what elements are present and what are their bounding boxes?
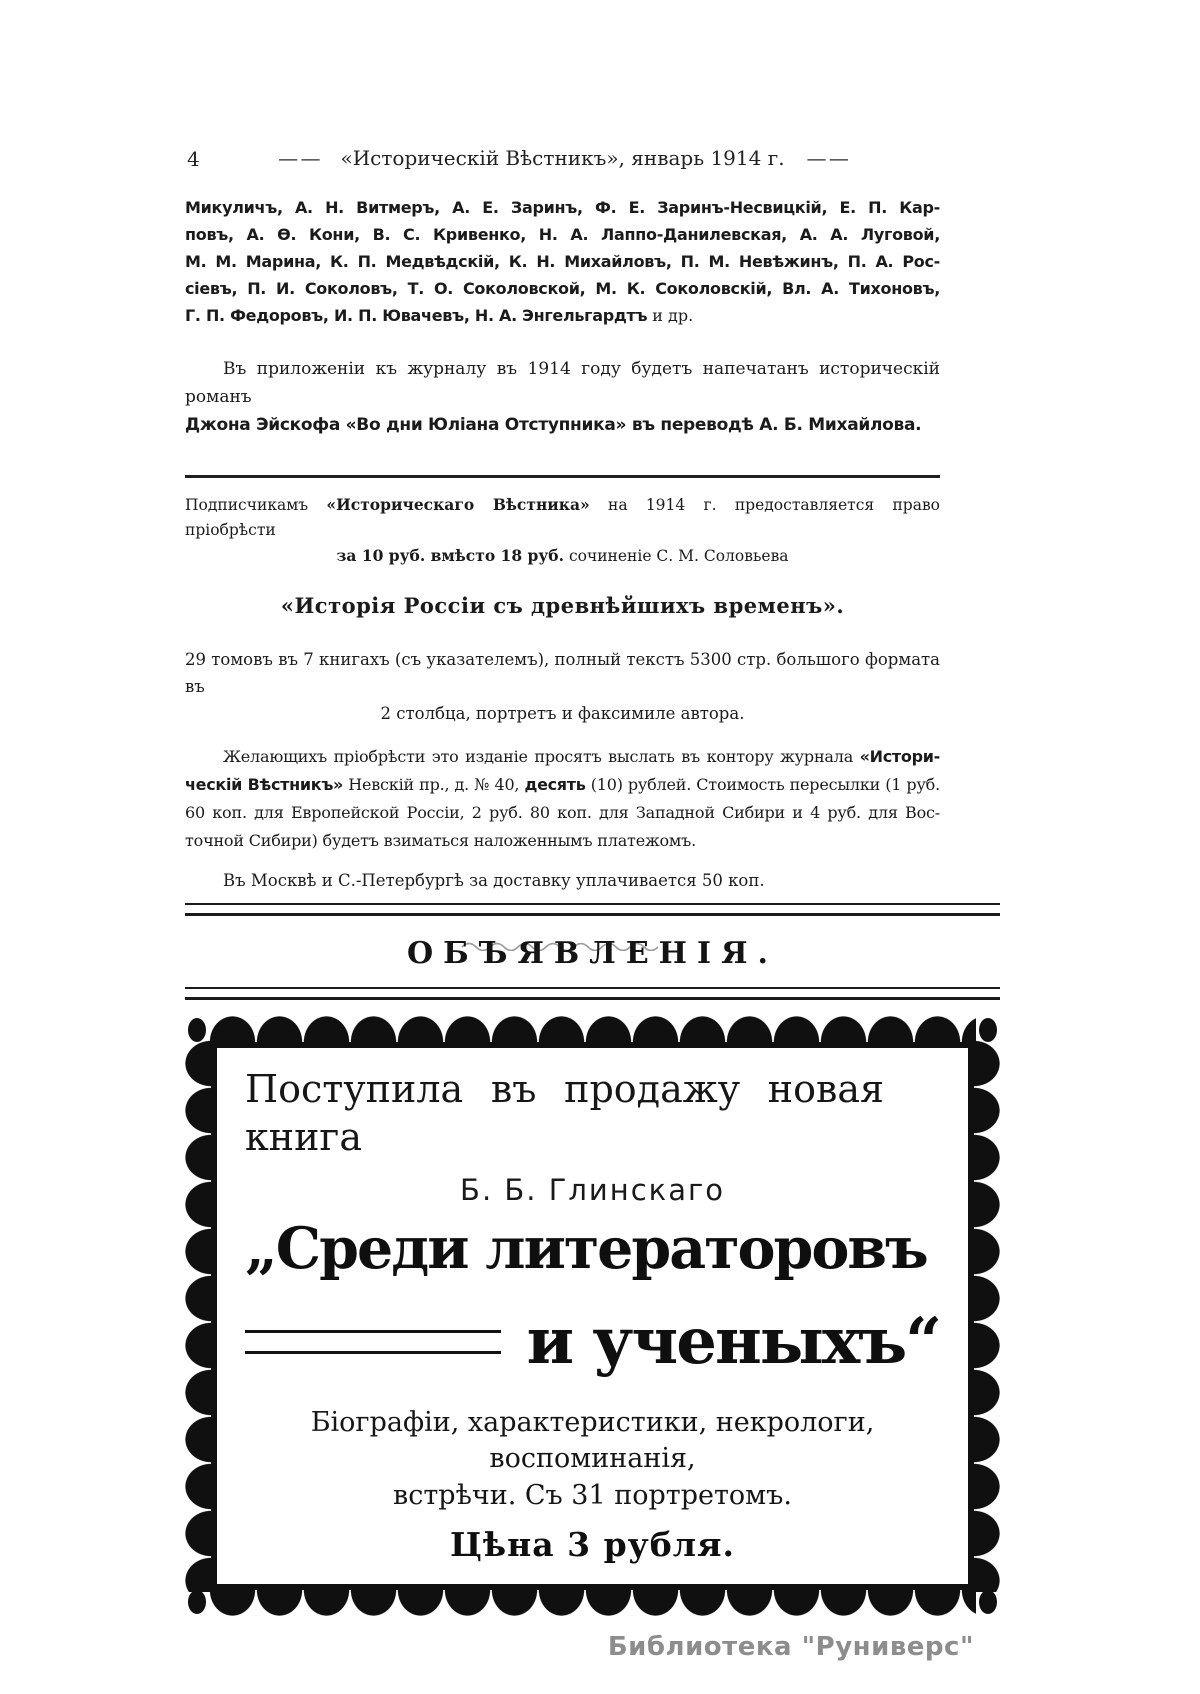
ad-frame <box>211 1042 974 1590</box>
page-header <box>185 146 940 176</box>
bold-text-segment: Микуличъ, А. Н. Витмеръ, А. Е. Заринъ, Ф. Е. Заринъ-Несвицкій, Е. П. Кар- <box>185 198 940 217</box>
ad-author-line: Б. Б. Глинскаго <box>460 1173 725 1207</box>
ad-title-part-1: „Среди литераторовъ <box>245 1215 927 1282</box>
text-segment: Желающихъ пріобрѣсти это изданіе просятъ выслать въ контору журнала <box>223 747 860 766</box>
ad-price-line: Цѣна 3 рубля. <box>450 1524 735 1564</box>
delivery-paragraph <box>185 867 940 894</box>
bold-text-segment: «Историческаго Вѣстника» <box>326 495 590 514</box>
text-line <box>185 492 940 543</box>
text-segment: 60 коп. для Европейской Россіи, 2 руб. 80 коп. для Западной Сибири и 4 руб. для Вос- <box>185 803 940 822</box>
double-line-left <box>245 1330 501 1354</box>
journal-title: «Историческій Вѣстникъ», январь 1914 г. <box>340 146 785 170</box>
running-title <box>185 146 940 170</box>
page-number: 4 <box>187 147 200 171</box>
text-line <box>185 771 940 799</box>
text-column <box>185 146 940 955</box>
ad-announce-line: Поступила въ продажу новая книга <box>245 1067 884 1159</box>
text-line <box>185 221 940 248</box>
ad-title-row-2 <box>245 1304 940 1379</box>
text-segment: 2 столбца, портретъ и факсимиле автора. <box>380 704 745 723</box>
double-rule-top <box>185 903 1000 916</box>
subscription-offer-paragraph <box>185 492 940 569</box>
text-line <box>185 302 940 329</box>
text-line <box>185 355 940 411</box>
double-rule-bottom <box>185 987 1000 1000</box>
book-ad-box <box>185 1016 1000 1616</box>
corner-dot-top-right <box>979 1018 997 1042</box>
bold-text-segment: за 10 руб. вмѣсто 18 руб. <box>336 546 565 565</box>
scallop-border-bottom <box>209 1590 976 1616</box>
scallop-border-top <box>209 1016 976 1042</box>
ad-title-row-1 <box>245 1215 940 1282</box>
ad-description-line-1: Біографіи, характеристики, некрологи, воспоминанія, <box>310 1407 875 1475</box>
header-dash-left: — — <box>278 146 319 170</box>
corner-dot-bottom-left <box>188 1590 206 1614</box>
bold-text-segment: десять <box>524 775 586 794</box>
text-segment: (10) рублей. Стоимость пересылки (1 руб. <box>585 775 940 794</box>
scallop-border-left <box>185 1040 211 1592</box>
text-segment: на 1914 г. предоставляется право пріобрѣсти <box>185 496 941 539</box>
volumes-paragraph <box>185 646 940 727</box>
text-line <box>185 799 940 827</box>
text-line <box>185 867 940 894</box>
text-segment: Невскій пр., д. № 40, <box>343 775 525 794</box>
text-line <box>185 194 940 221</box>
book-title-heading: «Исторія Россіи съ древнѣйшихъ временъ». <box>280 593 845 618</box>
text-line <box>185 827 940 855</box>
corner-dot-bottom-right <box>979 1590 997 1614</box>
bold-text-segment: повъ, А. Ѳ. Кони, В. С. Кривенко, Н. А. Лаппо-Данилевская, А. А. Луговой, <box>185 225 940 244</box>
text-segment: сочиненіе С. М. Соловьева <box>564 547 789 565</box>
text-line <box>185 543 940 569</box>
bold-text-segment: сіевъ, П. И. Соколовъ, Т. О. Соколовской, М. К. Соколовскій, Вл. А. Тихоновъ, <box>185 279 940 298</box>
bold-text-segment: ческій Вѣстникъ» <box>185 775 344 794</box>
advertisements-section <box>185 903 1000 1616</box>
ad-title-part-2: и ученыхъ“ <box>526 1304 940 1379</box>
ordering-paragraph <box>185 743 940 855</box>
text-line <box>185 275 940 302</box>
text-line <box>185 411 940 439</box>
text-line <box>185 646 940 700</box>
horizontal-rule <box>185 475 940 478</box>
text-segment: Въ приложеніи къ журналу въ 1914 году будетъ напечатанъ историческій романъ <box>185 359 940 407</box>
contributors-paragraph <box>185 194 940 329</box>
text-line <box>185 700 940 727</box>
bold-text-segment: Джона Эйскофа «Во дни Юліана Отступника» въ переводѣ А. Б. Михайлова. <box>185 415 922 435</box>
advertisements-heading: ОБЪЯВЛЕНІЯ. <box>407 936 778 971</box>
text-segment: Въ Москвѣ и С.-Петербургѣ за доставку уплачивается 50 коп. <box>223 871 765 890</box>
library-watermark: Библиотека "Руниверс" <box>607 1632 974 1662</box>
text-segment: 29 томовъ въ 7 книгахъ (съ указателемъ), полный текстъ 5300 стр. большого формата въ <box>185 650 940 696</box>
text-line <box>185 743 940 771</box>
text-segment: Подписчикамъ <box>185 496 327 514</box>
supplement-paragraph <box>185 355 940 439</box>
header-dash-right: — — <box>806 146 847 170</box>
bold-text-segment: Г. П. Федоровъ, И. П. Ювачевъ, Н. А. Энгельгардтъ <box>185 306 648 325</box>
bold-text-segment: «Истори- <box>859 747 940 766</box>
text-segment: и др. <box>647 306 694 325</box>
bold-text-segment: М. М. Марина, К. П. Медвѣдскій, К. Н. Михайловъ, П. М. Невѣжинъ, П. А. Рос- <box>185 252 940 271</box>
ad-description-line-2: встрѣчи. Съ 31 портретомъ. <box>393 1479 792 1511</box>
scallop-border-right <box>974 1040 1000 1592</box>
corner-dot-top-left <box>188 1018 206 1042</box>
text-line <box>185 248 940 275</box>
text-segment: точной Сибири) будетъ взиматься наложеннымъ платежомъ. <box>185 831 697 850</box>
